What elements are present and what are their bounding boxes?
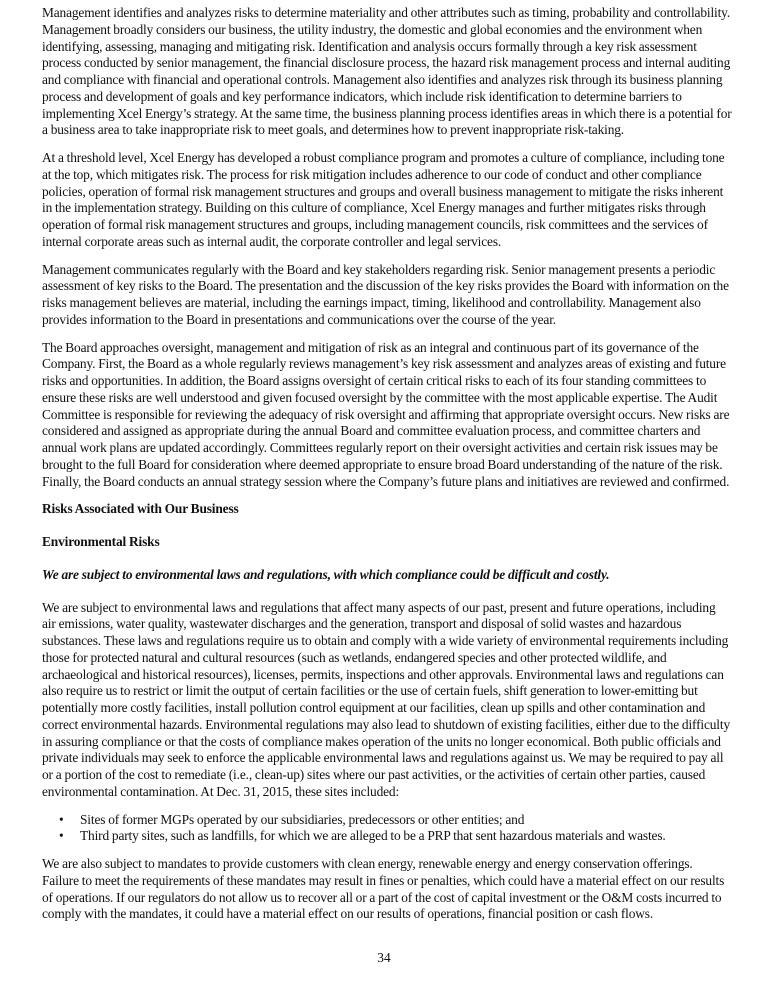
paragraph-clean-energy-mandates: We are also subject to mandates to provide customers with clean energy, renewable energy and energy conservation offerings. Failure to meet the requirements of these mandates may result in fines or penalties, which could have a material effect on our results of operations. If our regulators do not allow us to recover all or a part of the cost of capital investment or the O&M costs incurred to comply with the mandates, it could have a material effect on our results of operations, financial position or cash flows. (42, 856, 725, 922)
paragraph-compliance-program: At a threshold level, Xcel Energy has developed a robust compliance program and promotes a culture of compliance, including tone at the top, which mitigates risk. The process for risk mitigation includes adherence to our code of conduct and other compliance policies, operation of formal risk management structures and groups and overall business management to mitigate the risks inherent in the implementation strategy. Building on this culture of compliance, Xcel Energy manages and further mitigates risks through operation of formal risk management structures and groups, including management councils, risk committees and the services of internal corporate areas such as internal audit, the corporate controller and legal services. (42, 150, 725, 249)
bullet-item (42, 828, 732, 845)
bullet-text: Third party sites, such as landfills, for which we are alleged to be a PRP that sent hazardous materials and wastes. (80, 828, 666, 844)
document-page (42, 5, 732, 934)
subsection-heading: Environmental Risks (42, 534, 160, 549)
bullet-item (42, 812, 732, 829)
bullet-text: Sites of former MGPs operated by our subsidiaries, predecessors or other entities; and (80, 811, 525, 827)
page-number: 34 (377, 950, 391, 965)
section-heading: Risks Associated with Our Business (42, 501, 239, 517)
paragraph-risk-identification: Management identifies and analyzes risks to determine materiality and other attributes such as timing, probability and controllability. Management broadly considers our business, the utility industry, the domestic and global economies and the environment when identifying, assessing, managing and mitigating risk. Identification and analysis occurs formally through a key risk assessment process conducted by senior management, the financial disclosure process, the hazard risk management process and internal auditing and compliance with financial and operational controls. Management also identifies and analyzes risk through its business planning process and development of goals and key performance indicators, which include risk identification to determine barriers to implementing Xcel Energy’s strategy. At the same time, the business planning process identifies areas in which there is a potential for a business area to take inappropriate risk to meet goals, and determines how to prevent inappropriate risk-taking. (42, 5, 732, 138)
paragraph-environmental-laws: We are subject to environmental laws and regulations that affect many aspects of our past, present and future operations, including air emissions, water quality, wastewater discharges and the generation, transport and disposal of solid wastes and hazardous substances. These laws and regulations require us to obtain and comply with a wide variety of environmental requirements including those for protected natural and cultural resources (such as wetlands, endangered species and other protected wildlife, and archaeological and historical resources), licenses, permits, inspections and other approvals. Environmental laws and regulations can also require us to restrict or limit the output of certain facilities or the use of certain fuels, shift generation to lower-emitting but potentially more costly facilities, install pollution control equipment at our facilities, clean up spills and other contamination and correct environmental hazards. Environmental regulations may also lead to shutdown of existing facilities, either due to the difficulty in assuring compliance or that the costs of compliance makes operation of the units no longer economical. Both public officials and private individuals may seek to enforce the applicable environmental laws and regulations against us. We may be required to pay all or a portion of the cost to remediate (i.e., clean-up) sites where our past activities, or the activities of certain other parties, caused environmental contamination. At Dec. 31, 2015, these sites included: (42, 599, 730, 799)
bullet-icon: • (59, 811, 64, 827)
paragraph-board-communication: Management communicates regularly with the Board and key stakeholders regarding risk. Senior management presents a periodic assessment of key risks to the Board. The presentation and the discussion of the key risks provides the Board with information on the risks management believes are material, including the earnings impact, timing, likelihood and controllability. Management also provides information to the Board in presentations and communications over the course of the year. (42, 261, 729, 327)
risk-factor-heading: We are subject to environmental laws and regulations, with which compliance could be difficult and costly. (42, 566, 610, 582)
bullet-icon: • (59, 828, 64, 844)
paragraph-board-oversight: The Board approaches oversight, management and mitigation of risk as an integral and continuous part of its governance of the Company. First, the Board as a whole regularly reviews management’s key risk assessment and analyzes areas of existing and future risks and opportunities. In addition, the Board assigns oversight of certain critical risks to each of its four standing committees to ensure these risks are well understood and given focused oversight by the committee with the most applicable expertise. The Audit Committee is responsible for reviewing the adequacy of risk oversight and affirming that appropriate oversight occurs. New risks are considered and assigned as appropriate during the annual Board and committee evaluation process, and committee charters and annual work plans are updated accordingly. Committees regularly report on their oversight activities and certain risk issues may be brought to the full Board for consideration where deemed appropriate to ensure broad Board understanding of the nature of the risk. Finally, the Board conducts an annual strategy session where the Company’s future plans and initiatives are reviewed and confirmed. (42, 339, 730, 489)
sites-bullet-list (42, 812, 732, 846)
